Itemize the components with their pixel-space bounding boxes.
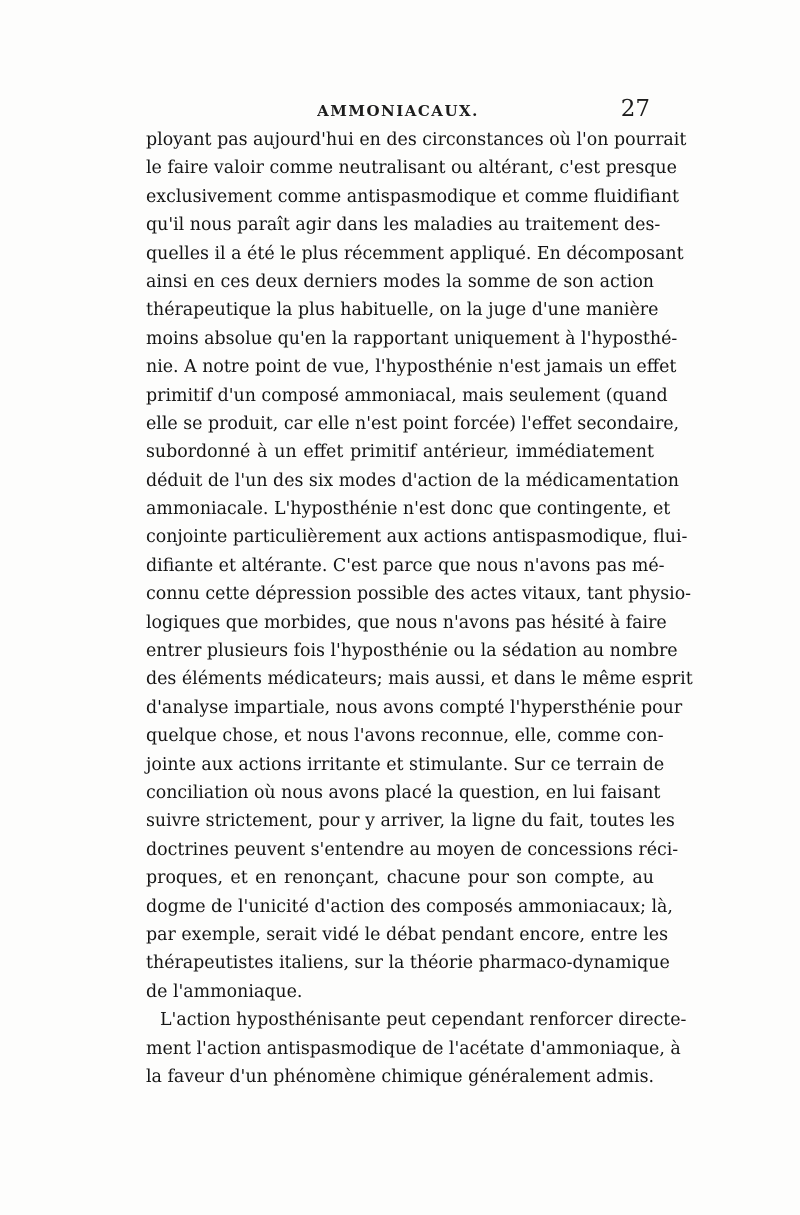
text-line: d'analyse impartiale, nous avons compté l'hypersthénie pour <box>146 697 683 718</box>
text-line: conjointe particulièrement aux actions antispasmodique, flui- <box>146 527 688 548</box>
text-line: subordonné à un effet primitif antérieur, immédiatement <box>146 442 654 463</box>
page-number: 27 <box>620 96 650 122</box>
text-line: le faire valoir comme neutralisant ou altérant, c'est presque <box>146 158 677 179</box>
text-line: thérapeutique la plus habituelle, on la juge d'une manière <box>146 300 659 321</box>
text-line: ainsi en ces deux derniers modes la somme de son action <box>146 271 654 292</box>
text-line: quelles il a été le plus récemment appliqué. En décomposant <box>146 243 684 264</box>
running-title: AMMONIACAUX. <box>317 102 479 120</box>
text-line: moins absolue qu'en la rapportant uniquement à l'hyposthé- <box>146 328 678 349</box>
text-line: conciliation où nous avons placé la question, en lui faisant <box>146 782 661 803</box>
text-line: quelque chose, et nous l'avons reconnue, elle, comme con- <box>146 726 664 747</box>
text-line: ment l'action antispasmodique de l'acétate d'ammoniaque, à <box>146 1038 681 1059</box>
text-line: des éléments médicateurs; mais aussi, et dans le même esprit <box>146 669 693 690</box>
text-line: déduit de l'un des six modes d'action de la médicamentation <box>146 470 679 491</box>
text-line: difiante et altérante. C'est parce que nous n'avons pas mé- <box>146 555 665 576</box>
text-line: L'action hyposthénisante peut cependant renforcer directe- <box>160 1010 687 1031</box>
text-line: thérapeutistes italiens, sur la théorie pharmaco-dynamique <box>146 953 670 974</box>
text-line: doctrines peuvent s'entendre au moyen de concessions réci- <box>146 839 679 860</box>
text-line: ployant pas aujourd'hui en des circonstances où l'on pourrait <box>146 130 687 150</box>
text-line: dogme de l'unicité d'action des composés ammoniacaux; là, <box>146 896 673 917</box>
body-text <box>146 126 693 1091</box>
text-line: qu'il nous paraît agir dans les maladies au traitement des- <box>146 215 661 236</box>
text-line: suivre strictement, pour y arriver, la ligne du fait, toutes les <box>146 811 675 832</box>
text-line: la faveur d'un phénomène chimique généralement admis. <box>146 1066 655 1087</box>
text-line: elle se produit, car elle n'est point forcée) l'effet secondaire, <box>146 413 680 434</box>
text-line: jointe aux actions irritante et stimulante. Sur ce terrain de <box>146 754 665 775</box>
page-header <box>146 96 650 126</box>
text-line: entrer plusieurs fois l'hyposthénie ou la sédation au nombre <box>146 641 678 662</box>
text-line: exclusivement comme antispasmodique et comme fluidifiant <box>146 186 680 207</box>
text-line: de l'ammoniaque. <box>146 981 303 1002</box>
text-line: nie. A notre point de vue, l'hyposthénie n'est jamais un effet <box>146 357 677 378</box>
text-line: ammoniacale. L'hyposthénie n'est donc que contingente, et <box>146 499 671 520</box>
text-line: par exemple, serait vidé le débat pendant encore, entre les <box>146 924 668 945</box>
text-line: primitif d'un composé ammoniacal, mais seulement (quand <box>146 385 668 406</box>
text-line: logiques que morbides, que nous n'avons pas hésité à faire <box>146 612 667 633</box>
text-line: connu cette dépression possible des actes vitaux, tant physio- <box>146 584 692 605</box>
text-line: proques, et en renonçant, chacune pour son compte, au <box>146 868 654 889</box>
